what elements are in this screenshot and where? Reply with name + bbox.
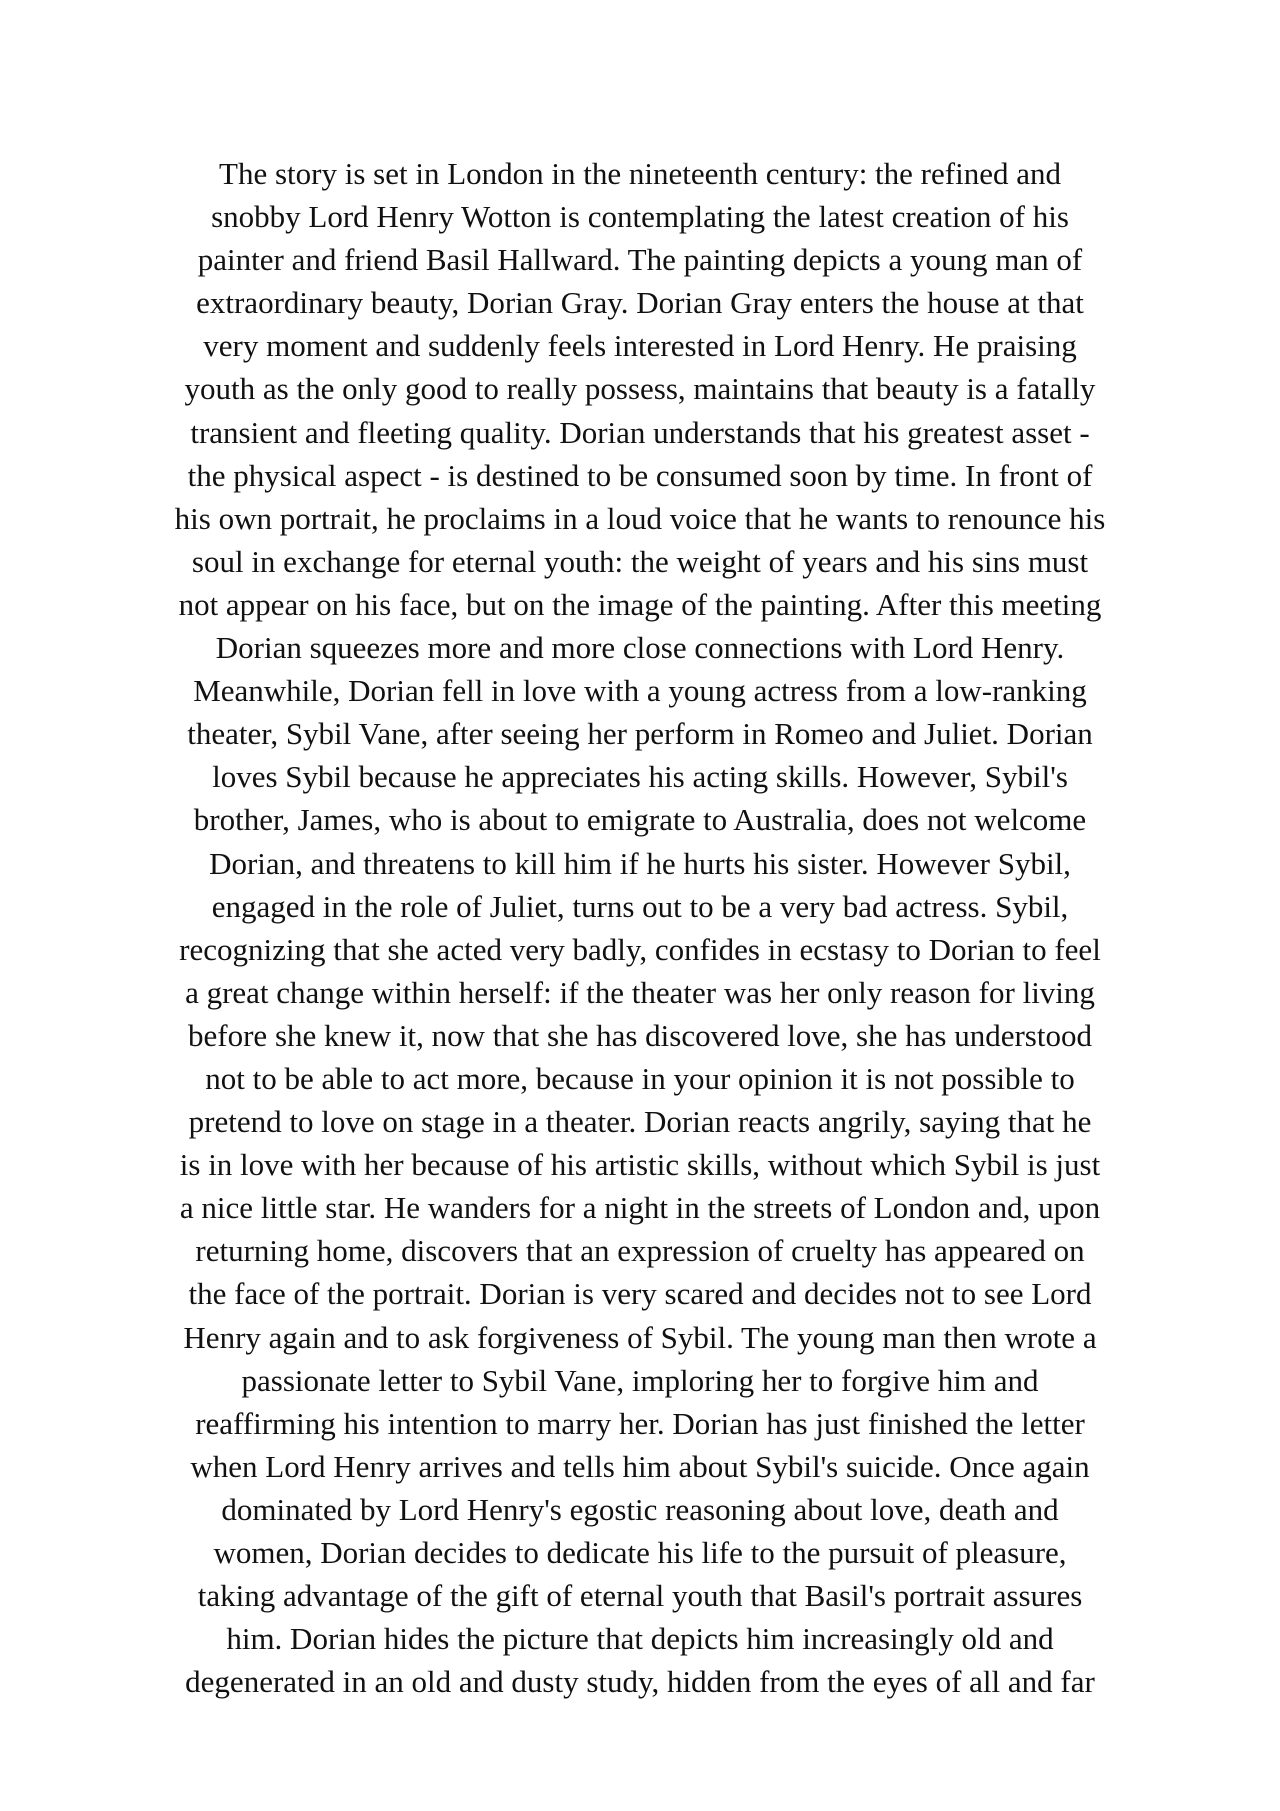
text-line: is in love with her because of his artistic skills, without which Sybil is just [179, 1147, 1101, 1183]
text-line: the face of the portrait. Dorian is very scared and decides not to see Lord [188, 1276, 1092, 1312]
text-line: not to be able to act more, because in your opinion it is not possible to [205, 1060, 1075, 1096]
text-line: him. Dorian hides the picture that depicts him increasingly old and [226, 1621, 1054, 1657]
text-line: engaged in the role of Juliet, turns out to be a very bad actress. Sybil, [211, 888, 1069, 924]
text-line: pretend to love on stage in a theater. Dorian reacts angrily, saying that he [188, 1104, 1092, 1140]
text-line: dominated by Lord Henry's egostic reasoning about love, death and [221, 1491, 1059, 1527]
body-text [110, 152, 1170, 1703]
text-line: painter and friend Basil Hallward. The painting depicts a young man of [197, 242, 1083, 278]
text-line: soul in exchange for eternal youth: the weight of years and his sins must [191, 543, 1089, 579]
text-line: theater, Sybil Vane, after seeing her perform in Romeo and Juliet. Dorian [187, 716, 1093, 752]
text-line: Meanwhile, Dorian fell in love with a young actress from a low-ranking [193, 673, 1087, 709]
text-line: not appear on his face, but on the image of the painting. After this meeting [178, 586, 1102, 622]
text-line: passionate letter to Sybil Vane, imploring her to forgive him and [241, 1362, 1039, 1398]
text-line: reaffirming his intention to marry her. Dorian has just finished the letter [195, 1405, 1085, 1441]
text-line: extraordinary beauty, Dorian Gray. Dorian Gray enters the house at that [196, 285, 1084, 321]
text-line: the physical aspect - is destined to be consumed soon by time. In front of [187, 457, 1093, 493]
text-line: transient and fleeting quality. Dorian understands that his greatest asset - [190, 414, 1090, 450]
text-line: loves Sybil because he appreciates his acting skills. However, Sybil's [212, 759, 1068, 795]
text-line: before she knew it, now that she has discovered love, she has understood [188, 1017, 1092, 1053]
text-line: very moment and suddenly feels interested in Lord Henry. He praising [203, 328, 1077, 364]
text-line: Dorian squeezes more and more close connections with Lord Henry. [215, 630, 1065, 666]
text-line: brother, James, who is about to emigrate to Australia, does not welcome [193, 802, 1087, 838]
text-line: youth as the only good to really possess, maintains that beauty is a fatally [184, 371, 1096, 407]
text-line: a nice little star. He wanders for a night in the streets of London and, upon [179, 1190, 1101, 1226]
text-line: when Lord Henry arrives and tells him about Sybil's suicide. Once again [190, 1448, 1090, 1484]
text-line: women, Dorian decides to dedicate his life to the pursuit of pleasure, [213, 1535, 1067, 1570]
text-line: taking advantage of the gift of eternal youth that Basil's portrait assures [197, 1578, 1083, 1614]
text-line: recognizing that she acted very badly, confides in ecstasy to Dorian to feel [179, 931, 1101, 967]
text-line: The story is set in London in the nineteenth century: the refined and [219, 156, 1061, 191]
text-line: a great change within herself: if the theater was her only reason for living [185, 974, 1095, 1010]
text-line: snobby Lord Henry Wotton is contemplating the latest creation of his [211, 199, 1069, 235]
text-line: degenerated in an old and dusty study, hidden from the eyes of all and far [185, 1664, 1095, 1700]
text-line: returning home, discovers that an expression of cruelty has appeared on [195, 1233, 1085, 1269]
text-line: his own portrait, he proclaims in a loud voice that he wants to renounce his [174, 500, 1106, 536]
text-line: Henry again and to ask forgiveness of Sybil. The young man then wrote a [183, 1319, 1097, 1355]
text-line: Dorian, and threatens to kill him if he hurts his sister. However Sybil, [209, 845, 1071, 881]
